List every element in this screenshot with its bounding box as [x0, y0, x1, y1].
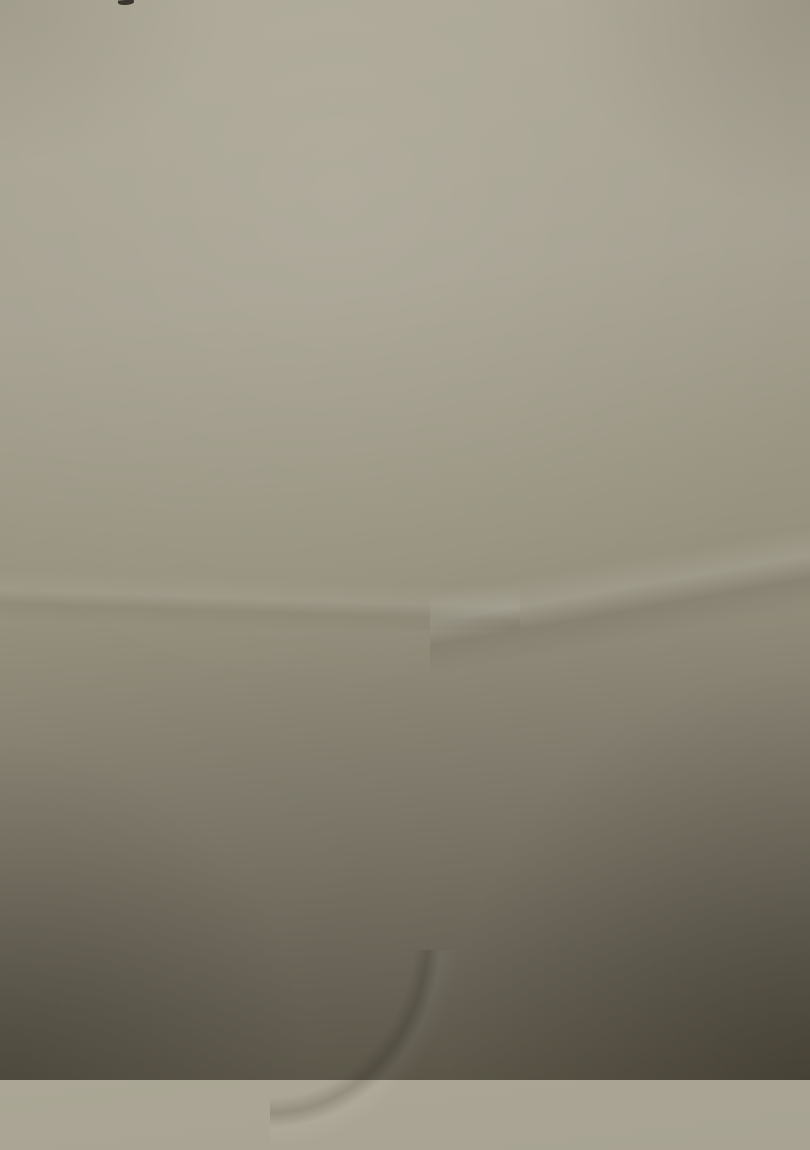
mm-reality-logo	[607, 41, 740, 104]
logo-reality-bar	[607, 88, 740, 104]
mm-logo-red-box	[607, 41, 740, 87]
